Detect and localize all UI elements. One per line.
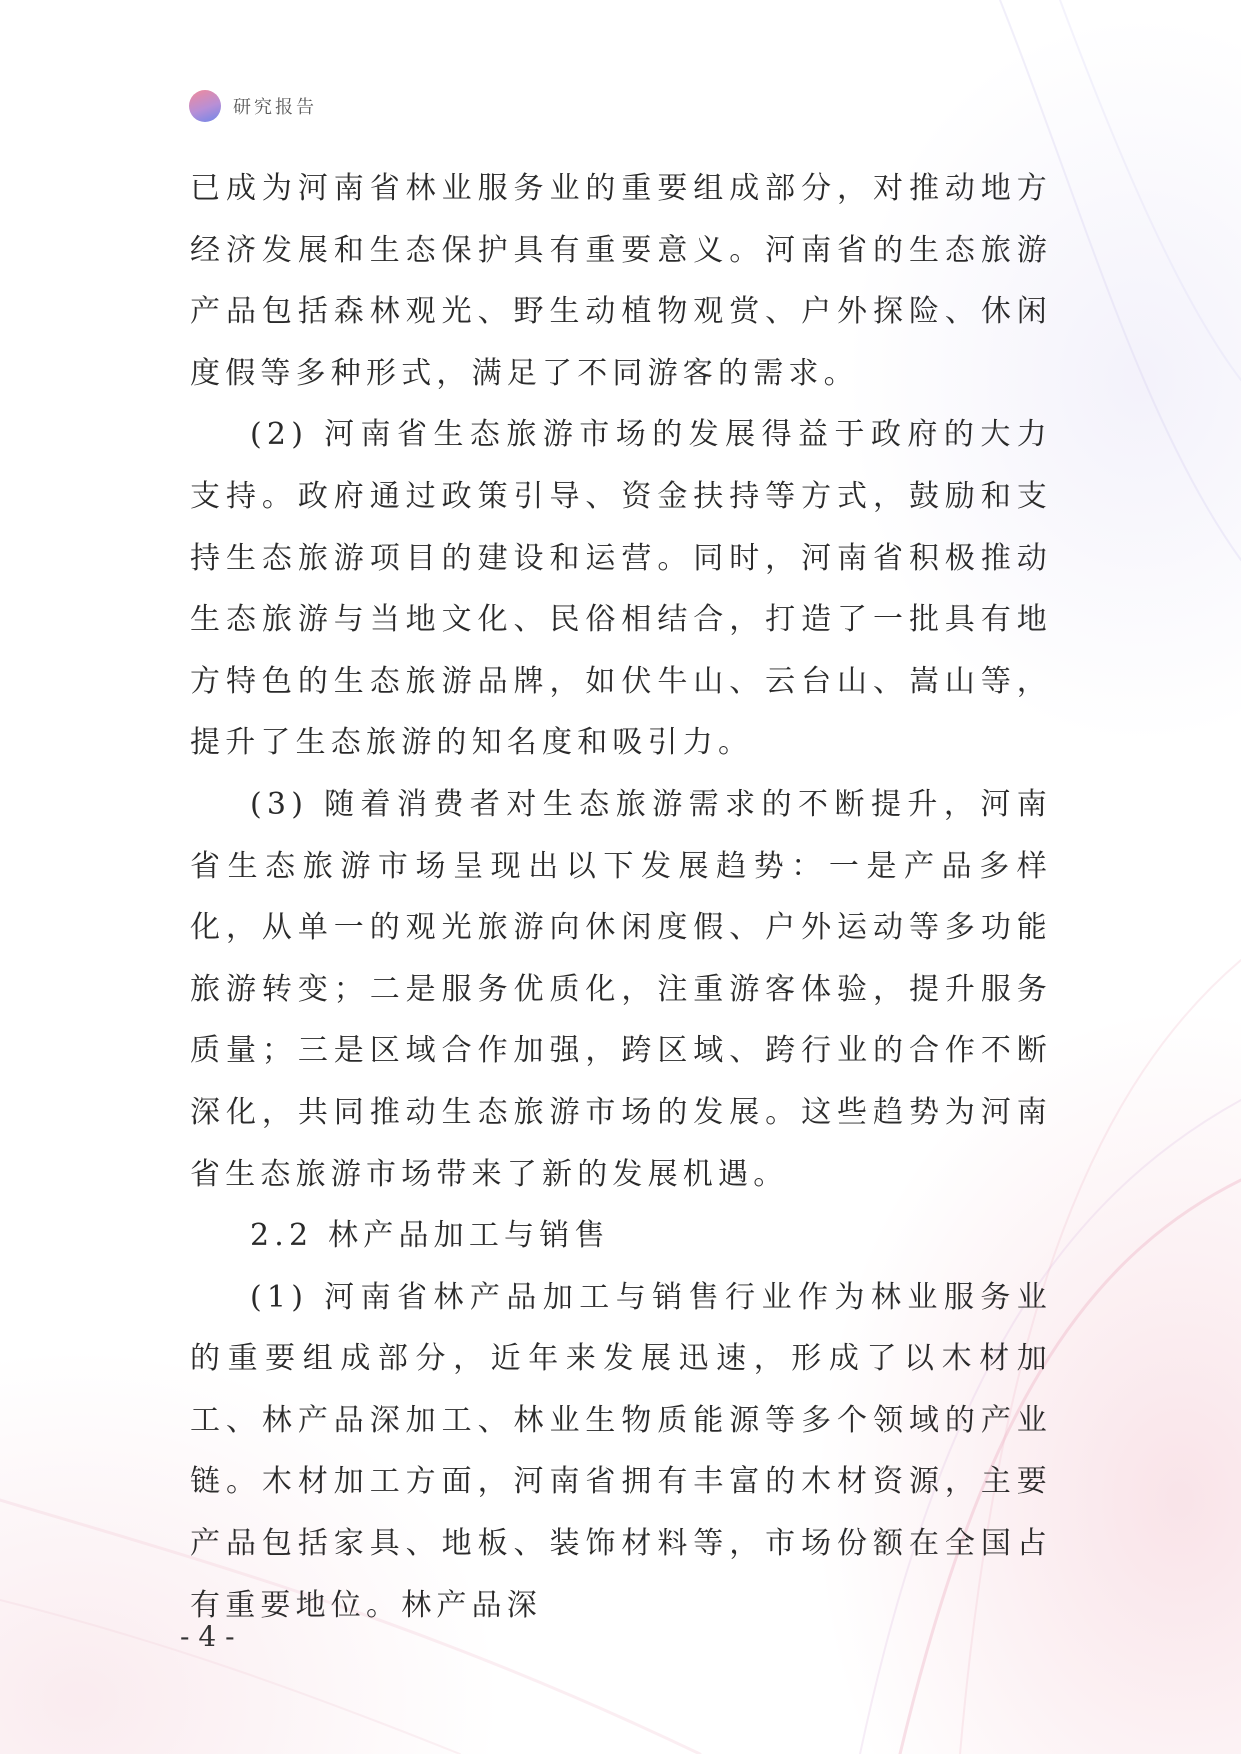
page-header xyxy=(189,89,317,123)
paragraph-4: (1) 河南省林产品加工与销售行业作为林业服务业的重要组成部分，近年来发展迅速，形成了以木材加工、林产品深加工、林业生物质能源等多个领域的产业链。木材加工方面，河南省拥有丰富的木材资源，主要产品包括家具、地板、装饰材料等，市场份额在全国占有重要地位。林产品深 xyxy=(190,1279,1052,1623)
page-number: - 4 - xyxy=(180,1620,235,1653)
paragraph-3: (3) 随着消费者对生态旅游需求的不断提升，河南省生态旅游市场呈现出以下发展趋势：一是产品多样化，从单一的观光旅游向休闲度假、户外运动等多功能旅游转变；二是服务优质化，注重游客体验，提升服务质量；三是区域合作加强，跨区域、跨行业的合作不断深化，共同推动生态旅游市场的发展。这些趋势为河南省生态旅游市场带来了新的发展机遇。 xyxy=(190,786,1052,1192)
header-label: 研究报告 xyxy=(233,97,317,118)
paragraph-2: (2) 河南省生态旅游市场的发展得益于政府的大力支持。政府通过政策引导、资金扶持等方式，鼓励和支持生态旅游项目的建设和运营。同时，河南省积极推动生态旅游与当地文化、民俗相结合，打造了一批具有地方特色的生态旅游品牌，如伏牛山、云台山、嵩山等，提升了生态旅游的知名度和吸引力。 xyxy=(190,417,1052,761)
paragraph-continuation: 已成为河南省林业服务业的重要组成部分，对推动地方经济发展和生态保护具有重要意义。河南省的生态旅游产品包括森林观光、野生动植物观赏、户外探险、休闲度假等多种形式，满足了不同游客的需求。 xyxy=(190,171,1052,391)
body-text xyxy=(190,158,1052,1636)
report-logo-icon xyxy=(189,90,221,122)
section-heading: 2.2 林产品加工与销售 xyxy=(250,1218,610,1254)
